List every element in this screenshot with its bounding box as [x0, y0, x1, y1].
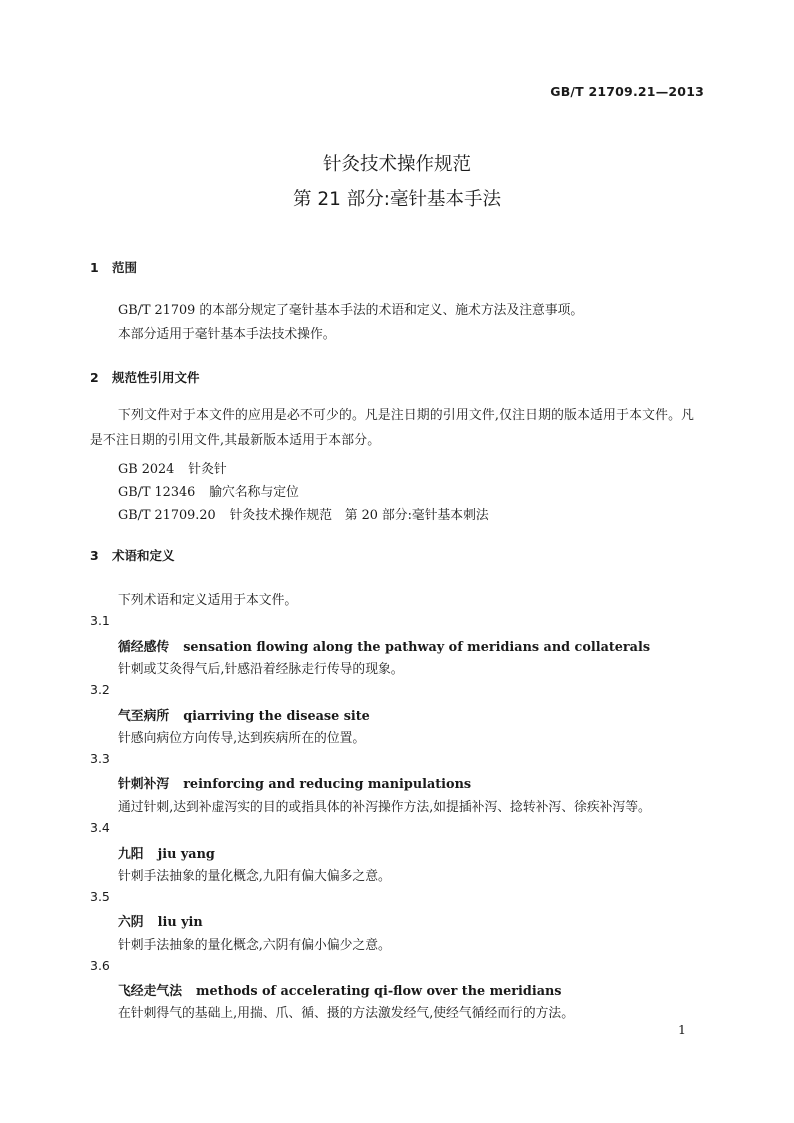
document-subtitle: 第 21 部分:毫针基本手法 — [292, 189, 502, 210]
clause-number: 3.4 — [90, 820, 110, 835]
standard-number: GB/T 21709.21—2013 — [550, 84, 704, 99]
reference-code: GB/T 21709.20 — [118, 508, 216, 523]
section-title: 术语和定义 — [112, 548, 175, 563]
term-chinese: 循经感传 — [118, 640, 170, 655]
paragraph: 本部分适用于毫针基本手法技术操作。 — [118, 327, 336, 342]
term-english: jiu yang — [157, 847, 215, 862]
term-entry — [118, 911, 203, 930]
term-english: qiarriving the disease site — [183, 709, 370, 724]
term-chinese: 六阴 — [118, 915, 144, 930]
term-chinese: 气至病所 — [118, 709, 170, 724]
term-entry — [118, 636, 650, 655]
term-definition: 在针刺得气的基础上,用揣、爪、循、摄的方法激发经气,使经气循经而行的方法。 — [118, 1006, 575, 1021]
section-heading-terms-definitions — [90, 546, 175, 564]
clause-number: 3.6 — [90, 958, 110, 973]
term-definition: 通过针刺,达到补虚泻实的目的或指具体的补泻操作方法,如提插补泻、捻转补泻、徐疾补泻等。 — [118, 800, 651, 815]
section-number: 3 — [90, 548, 99, 563]
paragraph: 下列文件对于本文件的应用是必不可少的。凡是注日期的引用文件,仅注日期的版本适用于本文件。凡是不注日期的引用文件,其最新版本适用于本部分。 — [90, 408, 695, 448]
reference-name: 针灸技术操作规范 第 20 部分:毫针基本刺法 — [229, 508, 489, 523]
reference-item — [118, 504, 489, 523]
reference-item — [118, 458, 227, 477]
section-heading-scope — [90, 258, 137, 276]
section-title: 规范性引用文件 — [112, 370, 200, 385]
term-definition: 针刺手法抽象的量化概念,九阳有偏大偏多之意。 — [118, 869, 391, 884]
clause-number: 3.2 — [90, 682, 110, 697]
term-entry — [118, 843, 215, 862]
term-definition: 针刺手法抽象的量化概念,六阴有偏小偏少之意。 — [118, 938, 391, 953]
clause-number: 3.1 — [90, 613, 110, 628]
clause-number: 3.5 — [90, 889, 110, 904]
paragraph: GB/T 21709 的本部分规定了毫针基本手法的术语和定义、施术方法及注意事项。 — [118, 303, 584, 318]
document-title: 针灸技术操作规范 — [322, 154, 471, 175]
reference-name: 针灸针 — [188, 462, 227, 477]
reference-code: GB/T 12346 — [118, 485, 196, 500]
reference-item — [118, 481, 299, 500]
term-chinese: 飞经走气法 — [118, 984, 182, 999]
term-entry — [118, 773, 471, 792]
term-english: sensation flowing along the pathway of meridians and collaterals — [183, 640, 651, 655]
term-english: reinforcing and reducing manipulations — [183, 777, 472, 792]
term-entry — [118, 980, 562, 999]
section-title: 范围 — [112, 260, 138, 275]
term-chinese: 九阳 — [118, 847, 144, 862]
page-number: 1 — [678, 1022, 686, 1037]
term-chinese: 针刺补泻 — [118, 777, 170, 792]
reference-code: GB 2024 — [118, 462, 175, 477]
paragraph: 下列术语和定义适用于本文件。 — [118, 593, 298, 608]
section-heading-normative-references — [90, 368, 200, 386]
term-entry — [118, 705, 370, 724]
section-number: 2 — [90, 370, 99, 385]
term-english: liu yin — [157, 915, 203, 930]
section-number: 1 — [90, 260, 99, 275]
term-definition: 针刺或艾灸得气后,针感沿着经脉走行传导的现象。 — [118, 662, 404, 677]
term-definition: 针感向病位方向传导,达到疾病所在的位置。 — [118, 731, 366, 746]
reference-name: 腧穴名称与定位 — [209, 485, 299, 500]
clause-number: 3.3 — [90, 751, 110, 766]
term-english: methods of accelerating qi-flow over the meridians — [195, 984, 562, 999]
